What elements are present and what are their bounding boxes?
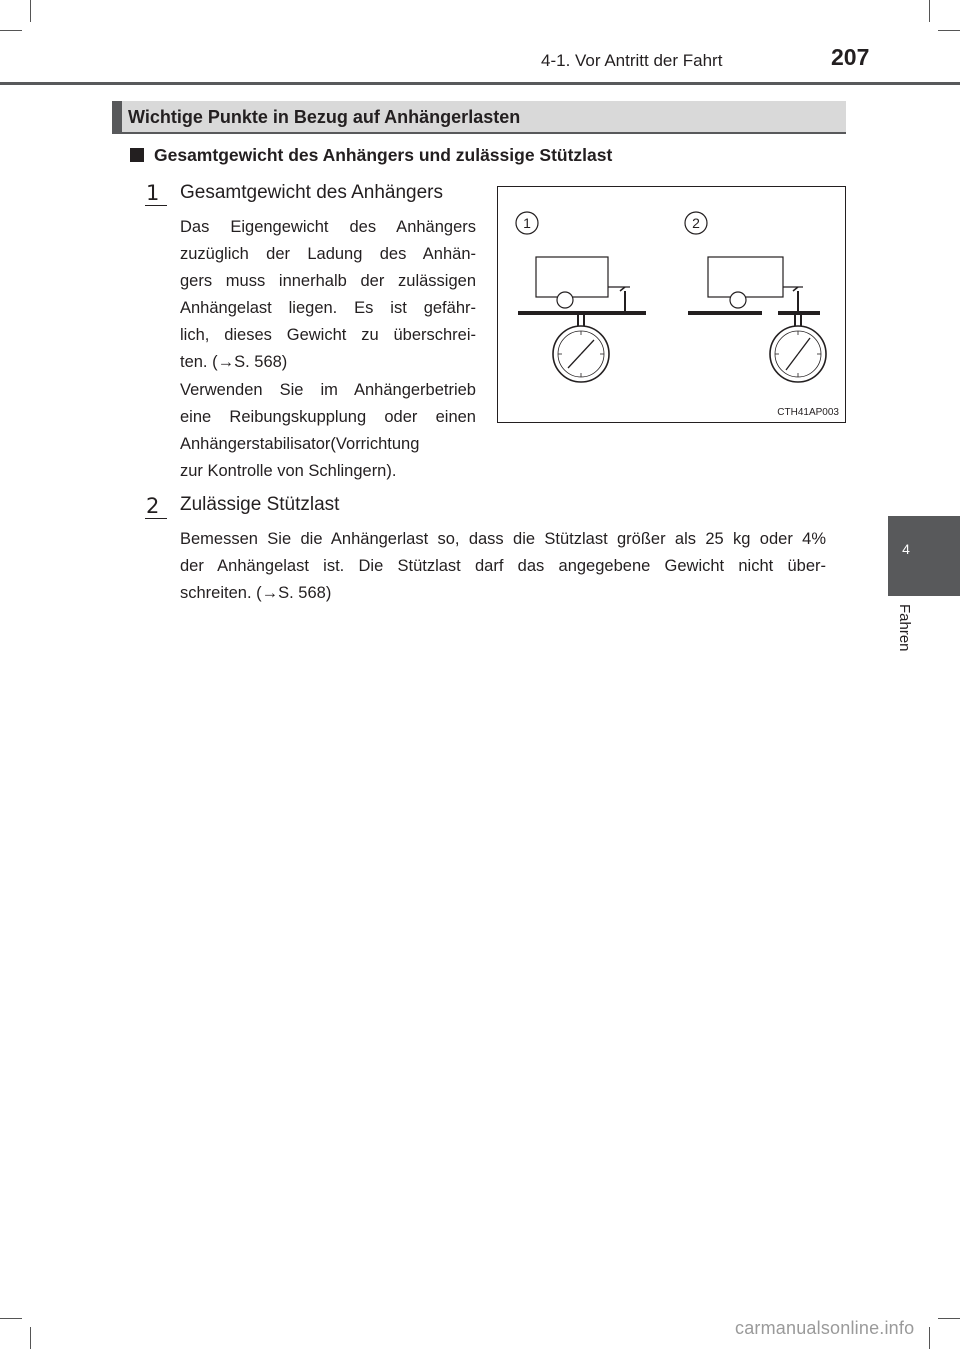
- item1-paragraph-1: [180, 214, 476, 376]
- crop-mark: [30, 1327, 31, 1349]
- text-line: zuzüglich der Ladung des Anhän-: [180, 245, 476, 263]
- text-line: gers muss innerhalb der zulässigen: [180, 272, 476, 290]
- text-line: Anhängerstabilisator(Vorrichtung: [180, 435, 420, 453]
- figure-label-2: [685, 212, 707, 234]
- item-title-2: Zulässige Stützlast: [180, 494, 340, 515]
- text-line: Das Eigengewicht des Anhängers: [180, 218, 476, 236]
- section-bar-accent: [112, 101, 122, 132]
- item2-paragraph: [180, 526, 826, 607]
- item1-paragraph-2: [180, 377, 476, 485]
- trailer-load-figure: [497, 186, 846, 423]
- header-section-title: 4-1. Vor Antritt der Fahrt: [541, 51, 723, 70]
- header-rule: [0, 82, 960, 85]
- text-line: eine Reibungskupplung oder einen: [180, 408, 476, 426]
- subheading-text: Gesamtgewicht des Anhängers und zulässige Stützlast: [154, 145, 613, 165]
- text-line: schreiten. (→S. 568): [180, 584, 332, 602]
- crop-mark: [0, 30, 22, 31]
- figure-label-1: [516, 212, 538, 234]
- text-line: lich, dieses Gewicht zu überschrei-: [180, 326, 476, 344]
- item-number-2: 2: [146, 494, 160, 518]
- text-line: zur Kontrolle von Schlingern).: [180, 462, 397, 480]
- crop-mark: [30, 0, 31, 22]
- item-title-1: Gesamtgewicht des Anhängers: [180, 182, 443, 203]
- figure-label-1-text: 1: [523, 215, 531, 231]
- trailer-tongue-on-scale-right: [688, 257, 826, 382]
- text-line: Bemessen Sie die Anhängerlast so, dass die Stützlast größer als 25 kg oder 4%: [180, 530, 826, 548]
- section-heading-bar: [112, 101, 846, 134]
- crop-mark: [929, 0, 930, 22]
- section-heading: Wichtige Punkte in Bezug auf Anhängerlasten: [128, 107, 521, 127]
- crop-mark: [938, 1318, 960, 1319]
- item-number-1: 1: [146, 181, 160, 205]
- text-line: der Anhängelast ist. Die Stützlast darf das angegebene Gewicht nicht über-: [180, 557, 826, 575]
- square-bullet-icon: [130, 148, 144, 162]
- trailer-scale-illustration: [498, 187, 845, 422]
- text-line: Anhängelast liegen. Es ist gefähr-: [180, 299, 476, 317]
- figure-label-2-text: 2: [692, 215, 700, 231]
- crop-mark: [0, 1318, 22, 1319]
- text-line: ten. (→S. 568): [180, 353, 288, 371]
- trailer-on-scale-left: [518, 257, 646, 382]
- text-line: Verwenden Sie im Anhängerbetrieb: [180, 381, 476, 399]
- chapter-side-tab[interactable]: [888, 516, 960, 596]
- chapter-number: 4: [902, 541, 910, 557]
- subheading: [130, 145, 612, 166]
- figure-code: CTH41AP003: [777, 407, 839, 418]
- watermark: carmanualsonline.info: [735, 1318, 915, 1338]
- chapter-label: Fahren: [896, 604, 913, 652]
- page-number: 207: [831, 44, 870, 70]
- crop-mark: [929, 1327, 930, 1349]
- crop-mark: [938, 30, 960, 31]
